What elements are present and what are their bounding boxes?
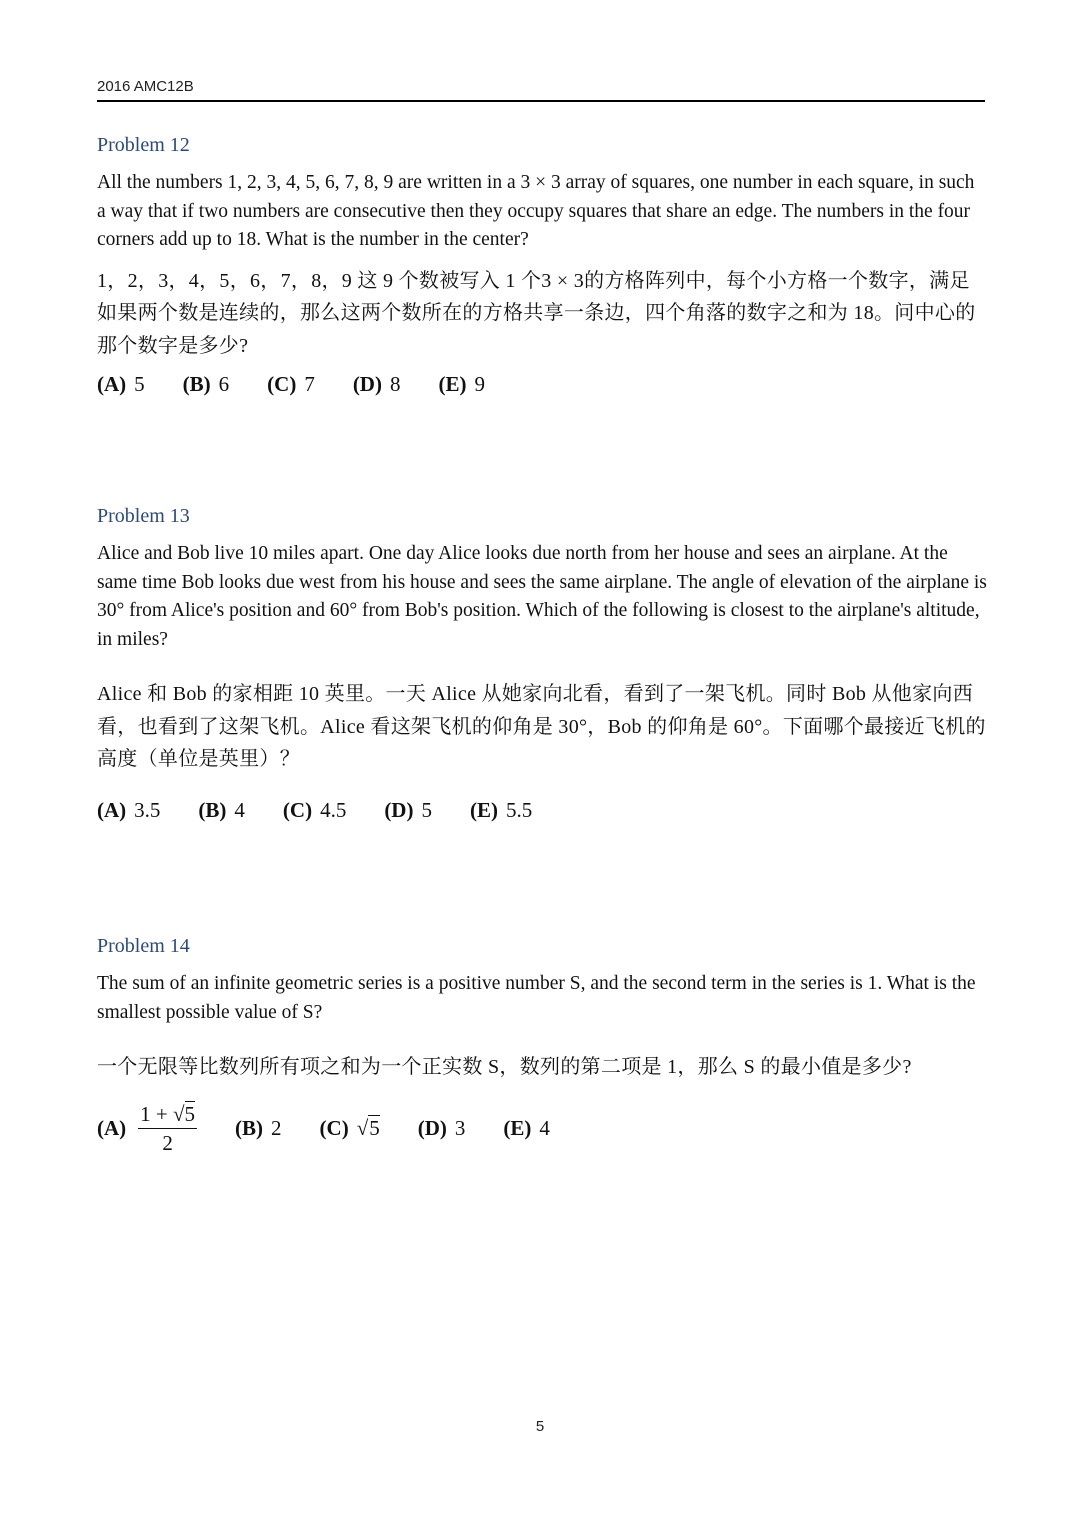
choice-letter: (D)	[384, 797, 414, 822]
choice-value: 4	[234, 797, 245, 822]
choice-letter: (D)	[352, 372, 382, 396]
choice-value: 2	[271, 1115, 282, 1140]
choice-letter: (C)	[267, 372, 297, 396]
problem-text-zh: Alice 和 Bob 的家相距 10 英里。一天 Alice 从她家向北看，看到了一架飞机。同时 Bob 从他家向西看，也看到了这架飞机。Alice 看这架飞机的仰角是 30°，Bob 的仰角是 60°。下面哪个最接近飞机的高度（单位是英里）？	[97, 683, 986, 770]
answer-choices	[97, 372, 987, 397]
sqrt-expression	[357, 1116, 380, 1141]
numerator-prefix: 1 + √	[140, 1101, 185, 1126]
choice-value: 3.5	[134, 797, 161, 822]
choice-letter: (E)	[438, 372, 467, 396]
choice-value: 9	[474, 372, 485, 396]
choice-value: 5	[134, 372, 145, 396]
problem-14	[97, 935, 987, 1155]
choice-letter: (A)	[97, 1115, 127, 1140]
choice-letter: (E)	[469, 797, 498, 822]
choice-c	[267, 372, 315, 397]
choice-value: 8	[389, 372, 401, 396]
choice-e	[438, 372, 485, 397]
choice-c	[320, 1116, 380, 1141]
problem-title: Problem 14	[97, 935, 190, 957]
problem-12	[97, 134, 987, 397]
choice-e	[470, 798, 532, 823]
choice-letter: (A)	[97, 372, 127, 396]
choice-d	[384, 798, 432, 823]
header-rule	[97, 100, 985, 102]
problem-text-zh: 1，2，3，4，5，6，7，8，9 这 9 个数被写入 1 个3 × 3的方格阵列中，每个小方格一个数字，满足如果两个数是连续的，那么这两个数所在的方格共享一条边，四个角落的数字之和为 18。问中心的那个数字是多少?	[97, 269, 976, 357]
fraction	[138, 1102, 197, 1155]
choice-value: 4	[539, 1115, 550, 1140]
choice-value: 4.5	[320, 797, 347, 822]
fraction-denominator: 2	[162, 1130, 173, 1155]
sqrt-symbol: √	[356, 1115, 369, 1140]
choice-value: 6	[218, 372, 230, 396]
problem-text-zh: 一个无限等比数列所有项之和为一个正实数 S，数列的第二项是 1，那么 S 的最小值是多少?	[97, 1056, 912, 1078]
choice-letter: (E)	[503, 1115, 532, 1140]
choice-letter: (B)	[182, 372, 211, 396]
choice-letter: (C)	[319, 1115, 349, 1140]
choice-a	[97, 798, 160, 823]
choice-e	[503, 1116, 550, 1141]
choice-value: 7	[304, 372, 315, 396]
choice-letter: (C)	[282, 797, 313, 822]
fraction-numerator	[138, 1102, 197, 1129]
problem-13	[97, 505, 987, 823]
page-number: 5	[535, 1418, 545, 1435]
choice-a	[97, 1102, 197, 1155]
choice-b	[235, 1116, 282, 1141]
page-header: 2016 AMC12B	[97, 78, 194, 95]
choice-letter: (B)	[235, 1115, 264, 1140]
radicand: 5	[184, 1101, 196, 1126]
choice-value: 5.5	[505, 797, 533, 822]
choice-a	[97, 372, 145, 397]
problem-text-en: All the numbers 1, 2, 3, 4, 5, 6, 7, 8, 9 are written in a 3 × 3 array of squares, one number in each square, in such a way that if two numbers are consecutive then they occupy squares that share an edge. The numbers in the four corners add up to 18. What is the number in the center?	[97, 172, 975, 250]
choice-c	[283, 798, 346, 823]
choice-d	[418, 1116, 466, 1141]
radicand: 5	[369, 1115, 380, 1140]
choice-value: 3	[454, 1115, 466, 1140]
choice-letter: (B)	[198, 797, 227, 822]
choice-b	[183, 372, 230, 397]
answer-choices	[97, 1102, 987, 1155]
problem-text-en: The sum of an infinite geometric series is a positive number S, and the second term in the series is 1. What is the smallest possible value of S?	[97, 973, 976, 1023]
problem-text-en: Alice and Bob live 10 miles apart. One day Alice looks due north from her house and sees an airplane. At the same time Bob looks due west from his house and sees the same airplane. The angle of elevation of the airplane is 30° from Alice's position and 60° from Bob's position. Which of the following is closest to the airplane's altitude, in miles?	[97, 543, 987, 650]
problem-title: Problem 13	[97, 505, 190, 527]
choice-d	[353, 372, 401, 397]
choice-value: 5	[421, 797, 432, 822]
choice-letter: (A)	[97, 797, 127, 822]
problem-title: Problem 12	[97, 134, 190, 156]
answer-choices	[97, 798, 987, 823]
choice-letter: (D)	[417, 1115, 447, 1140]
choice-b	[198, 798, 245, 823]
